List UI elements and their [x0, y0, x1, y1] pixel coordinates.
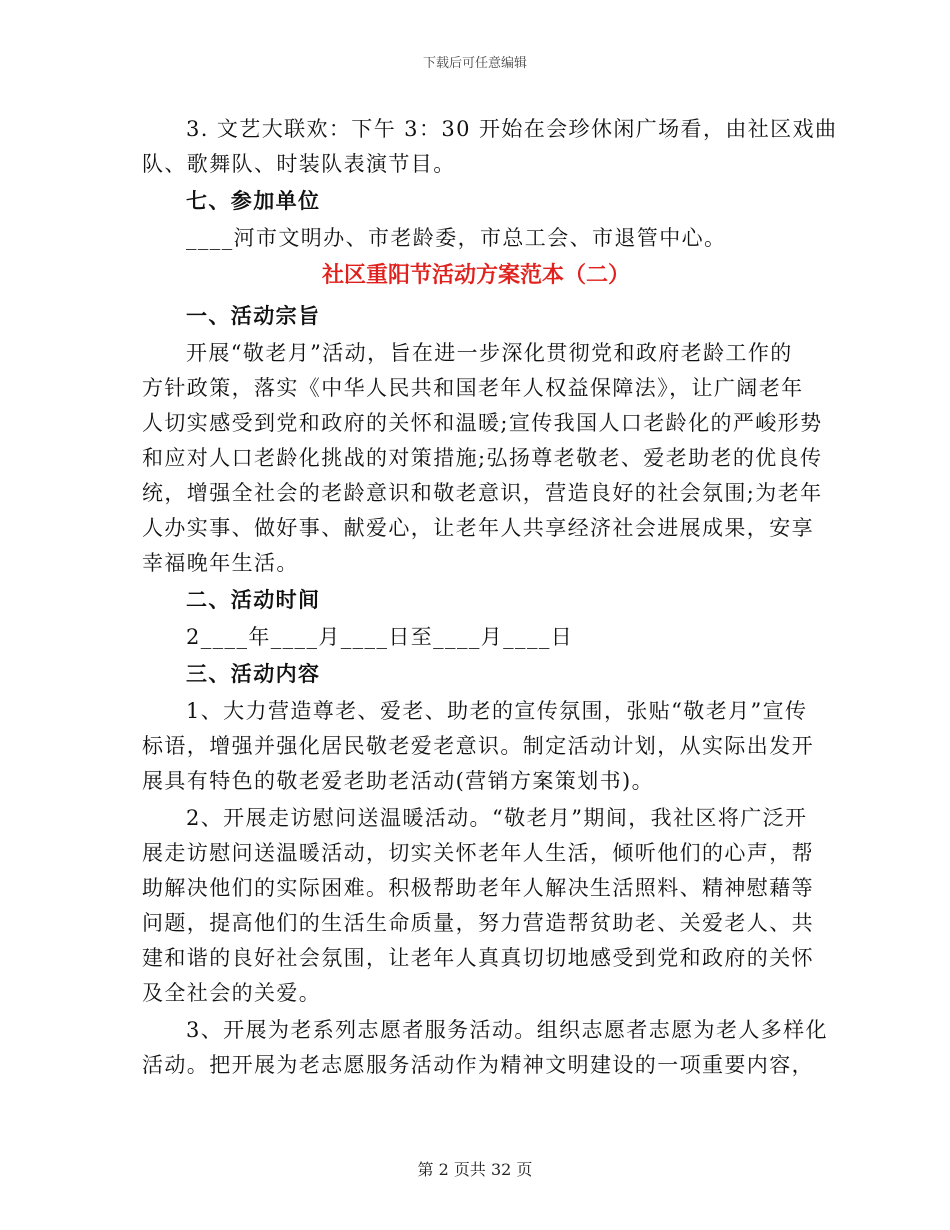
- paragraph-line: 建和谐的良好社会氛围，让老年人真真切切地感受到党和政府的关怀: [142, 946, 814, 970]
- document-title: 社区重阳节活动方案范本（二）: [321, 263, 630, 288]
- section-heading-1: 一、活动宗旨: [186, 304, 321, 328]
- paragraph-line: 3、开展为老系列志愿者服务活动。组织志愿者志愿为老人多样化: [186, 1018, 828, 1042]
- paragraph-line: 标语，增强并强化居民敬老爱老意识。制定活动计划，从实际出发开: [142, 734, 814, 758]
- paragraph-line: 1、大力营造尊老、爱老、助老的宣传氛围，张贴“敬老月”宣传: [186, 699, 808, 723]
- page-footer: 第 2 页共 32 页: [417, 1160, 533, 1179]
- paragraph-line: 幸福晚年生活。: [142, 551, 299, 575]
- paragraph-line: 助解决他们的实际困难。积极帮助老年人解决生活照料、精神慰藉等: [142, 876, 814, 900]
- paragraph-line: 2、开展走访慰问送温暖活动。“敬老月”期间，我社区将广泛开: [186, 806, 808, 830]
- paragraph-line: 队、歌舞队、时装队表演节目。: [142, 152, 456, 176]
- activity-date-line: 2____年____月____日至____月____日: [186, 625, 574, 649]
- paragraph-line: 人办实事、做好事、献爱心，让老年人共享经济社会进展成果，安享: [142, 516, 814, 540]
- paragraph-line: 人切实感受到党和政府的关怀和温暖;宣传我国人口老龄化的严峻形势: [142, 411, 823, 435]
- paragraph-line: 展走访慰问送温暖活动，切实关怀老年人生活，倾听他们的心声，帮: [142, 841, 814, 865]
- section-heading-3: 三、活动内容: [186, 662, 321, 686]
- paragraph-line: 活动。把开展为老志愿服务活动作为精神文明建设的一项重要内容，: [142, 1053, 814, 1077]
- section-heading-7: 七、参加单位: [186, 189, 321, 213]
- paragraph-line: 方针政策，落实《中华人民共和国老年人权益保障法》，让广阔老年: [142, 376, 804, 400]
- section-heading-2: 二、活动时间: [186, 588, 321, 612]
- paragraph-line: 3. 文艺大联欢：下午 3：30 开始在会珍休闲广场看，由社区戏曲: [186, 117, 838, 141]
- page-header: 下载后可任意编辑: [422, 56, 527, 71]
- paragraph-line: 和应对人口老龄化挑战的对策措施;弘扬尊老敬老、爱老助老的优良传: [142, 446, 823, 470]
- paragraph-line: ____河市文明办、市老龄委，市总工会、市退管中心。: [186, 226, 727, 250]
- paragraph-line: 及全社会的关爱。: [142, 981, 322, 1005]
- document-body: [142, 112, 838, 1083]
- paragraph-line: 问题，提高他们的生活生命质量，努力营造帮贫助老、关爱老人、共: [142, 911, 814, 935]
- paragraph-line: 展具有特色的敬老爱老助老活动(营销方案策划书)。: [142, 769, 654, 793]
- paragraph-line: 统，增强全社会的老龄意识和敬老意识，营造良好的社会氛围;为老年: [142, 481, 823, 505]
- paragraph-line: 开展“敬老月”活动，旨在进一步深化贯彻党和政府老龄工作的: [186, 341, 793, 365]
